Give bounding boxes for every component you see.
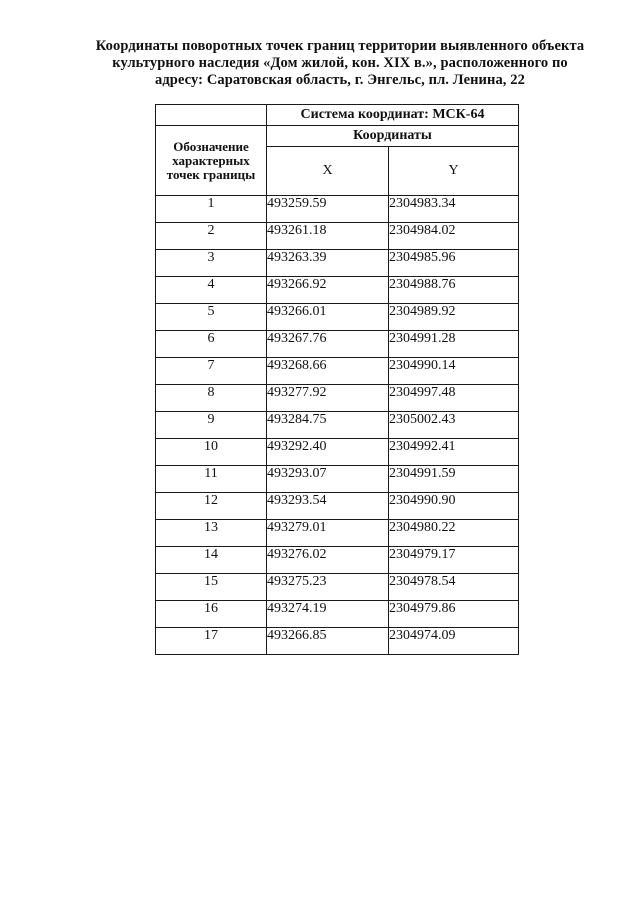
y-value: 2304997.48	[389, 385, 519, 412]
table-row	[156, 547, 519, 574]
table-row	[156, 358, 519, 385]
y-value: 2304980.22	[389, 520, 519, 547]
point-number: 9	[156, 412, 267, 439]
table-row	[156, 277, 519, 304]
y-value: 2304992.41	[389, 439, 519, 466]
x-value: 493275.23	[267, 574, 389, 601]
table-row	[156, 223, 519, 250]
y-value: 2304985.96	[389, 250, 519, 277]
y-value: 2304991.59	[389, 466, 519, 493]
table-row	[156, 412, 519, 439]
coordinates-header: Координаты	[267, 126, 519, 147]
y-value: 2304979.86	[389, 601, 519, 628]
x-value: 493279.01	[267, 520, 389, 547]
table-row	[156, 574, 519, 601]
coordinate-system-header: Система координат: МСК-64	[267, 105, 519, 126]
y-value: 2304983.34	[389, 196, 519, 223]
point-number: 6	[156, 331, 267, 358]
x-value: 493293.54	[267, 493, 389, 520]
x-value: 493259.59	[267, 196, 389, 223]
table-row	[156, 250, 519, 277]
table-row	[156, 601, 519, 628]
point-number: 17	[156, 628, 267, 655]
table-row	[156, 304, 519, 331]
table-row	[156, 196, 519, 223]
x-value: 493261.18	[267, 223, 389, 250]
point-number: 11	[156, 466, 267, 493]
table-row	[156, 520, 519, 547]
y-value: 2304978.54	[389, 574, 519, 601]
table-row	[156, 331, 519, 358]
x-value: 493267.76	[267, 331, 389, 358]
y-value: 2304979.17	[389, 547, 519, 574]
point-number: 7	[156, 358, 267, 385]
x-value: 493263.39	[267, 250, 389, 277]
coordinates-table	[155, 104, 519, 655]
point-number: 5	[156, 304, 267, 331]
y-value: 2304989.92	[389, 304, 519, 331]
x-column-header: X	[267, 147, 389, 196]
y-value: 2304991.28	[389, 331, 519, 358]
table-row	[156, 466, 519, 493]
x-value: 493293.07	[267, 466, 389, 493]
y-value: 2305002.43	[389, 412, 519, 439]
y-value: 2304984.02	[389, 223, 519, 250]
point-number: 13	[156, 520, 267, 547]
y-value: 2304990.90	[389, 493, 519, 520]
x-value: 493266.01	[267, 304, 389, 331]
point-number: 16	[156, 601, 267, 628]
point-number: 14	[156, 547, 267, 574]
x-value: 493274.19	[267, 601, 389, 628]
point-number: 12	[156, 493, 267, 520]
y-column-header: Y	[389, 147, 519, 196]
x-value: 493268.66	[267, 358, 389, 385]
point-number: 2	[156, 223, 267, 250]
table-row	[156, 385, 519, 412]
title-line-3: адресу: Саратовская область, г. Энгельс, пл. Ленина, 22	[155, 72, 525, 88]
x-value: 493266.92	[267, 277, 389, 304]
table-header	[156, 105, 519, 196]
document-title	[60, 38, 620, 89]
header-empty-corner	[156, 105, 267, 126]
table-body	[156, 196, 519, 655]
point-number: 15	[156, 574, 267, 601]
table-row	[156, 628, 519, 655]
point-number: 1	[156, 196, 267, 223]
y-value: 2304974.09	[389, 628, 519, 655]
y-value: 2304990.14	[389, 358, 519, 385]
title-line-2: культурного наследия «Дом жилой, кон. XIX в.», расположенного по	[112, 55, 568, 71]
point-number: 10	[156, 439, 267, 466]
x-value: 493266.85	[267, 628, 389, 655]
x-value: 493292.40	[267, 439, 389, 466]
table-row	[156, 439, 519, 466]
x-value: 493277.92	[267, 385, 389, 412]
x-value: 493284.75	[267, 412, 389, 439]
y-value: 2304988.76	[389, 277, 519, 304]
point-designation-header: Обозначение характерных точек границы	[156, 126, 267, 196]
point-number: 3	[156, 250, 267, 277]
table-row	[156, 493, 519, 520]
title-line-1: Координаты поворотных точек границ территории выявленного объекта	[95, 38, 585, 54]
point-number: 4	[156, 277, 267, 304]
point-number: 8	[156, 385, 267, 412]
x-value: 493276.02	[267, 547, 389, 574]
